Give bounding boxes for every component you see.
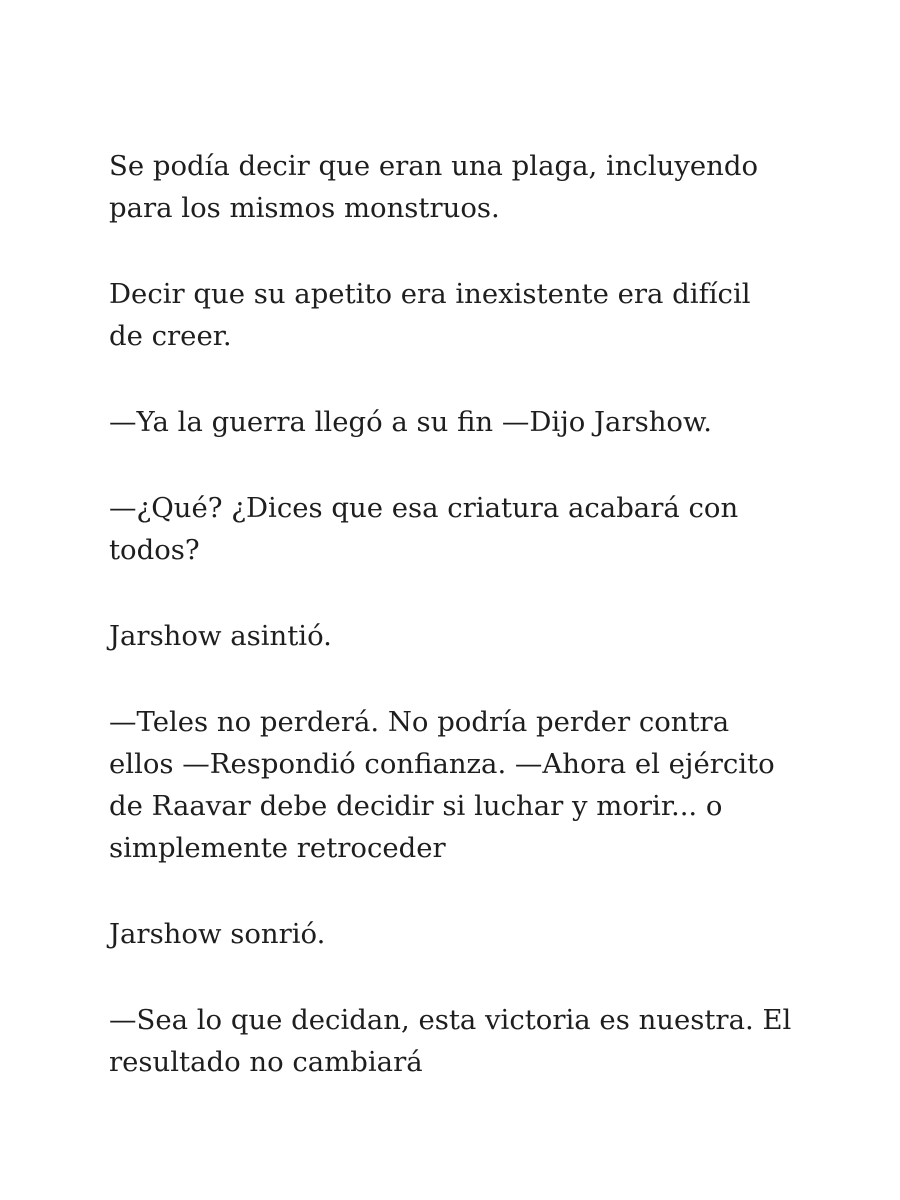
paragraph: Se podía decir que eran una plaga, incluyendo para los mismos monstruos. xyxy=(109,150,759,224)
paragraph: —¿Qué? ¿Dices que esa criatura acabará con todos? xyxy=(109,492,739,566)
paragraph: Jarshow sonrió. xyxy=(109,918,326,950)
paragraph: Decir que su apetito era inexistente era difícil de creer. xyxy=(109,278,751,352)
paragraph: —Ya la guerra llegó a su fin —Dijo Jarshow. xyxy=(109,406,712,438)
paragraph: —Teles no perderá. No podría perder contra ellos —Respondió confianza. —Ahora el ejército de Raavar debe decidir si luchar y morir... o simplemente retroceder xyxy=(109,706,775,864)
paragraph: —Sea lo que decidan, esta victoria es nuestra. El resultado no cambiará xyxy=(109,1004,792,1078)
text-page xyxy=(109,145,809,1083)
paragraph: Jarshow asintió. xyxy=(109,620,332,652)
